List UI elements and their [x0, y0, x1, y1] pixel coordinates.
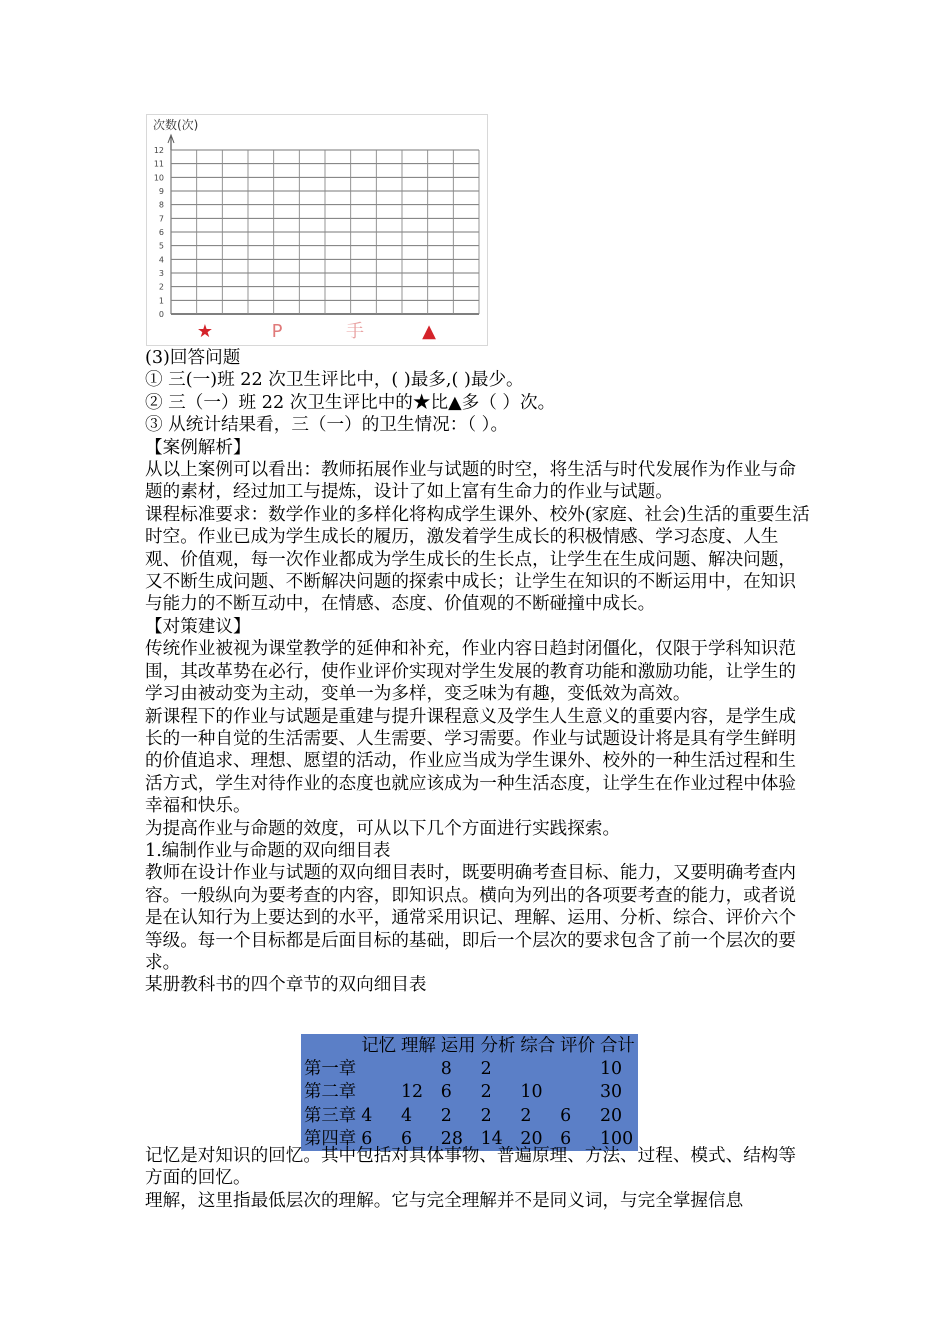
table-cell: 20	[597, 1104, 637, 1127]
category-label: ★	[196, 321, 214, 342]
question-2: ② 三（一）班 22 次卫生评比中的★比▲多（ ）次。	[145, 392, 556, 413]
y-tick-label: 7	[158, 214, 164, 224]
table-header-cell: 合计	[597, 1035, 637, 1058]
after-table-text	[145, 1145, 810, 1212]
table-header-cell: 理解	[398, 1035, 438, 1058]
table-cell: 6	[558, 1104, 598, 1127]
table-cell: 14	[478, 1127, 518, 1150]
table-cell: 6	[558, 1127, 598, 1150]
table-cell: 10	[597, 1058, 637, 1081]
table-cell: 6	[398, 1127, 438, 1150]
table-cell	[359, 1058, 399, 1081]
two-way-spec-table	[301, 1034, 638, 1151]
table-cell: 第三章	[302, 1104, 359, 1127]
table-cell: 4	[359, 1104, 399, 1127]
chart-svg	[147, 115, 487, 345]
table-cell: 2	[438, 1104, 478, 1127]
table-header-cell: 综合	[518, 1035, 558, 1058]
advice-heading: 【对策建议】	[145, 616, 251, 637]
table-cell: 第一章	[302, 1058, 359, 1081]
table-cell	[558, 1058, 598, 1081]
y-tick-label: 8	[158, 200, 164, 210]
table-header-cell: 分析	[478, 1035, 518, 1058]
table-cell	[558, 1081, 598, 1104]
y-tick-label: 11	[153, 159, 164, 169]
y-tick-label: 9	[158, 187, 164, 196]
table-header-row	[302, 1035, 638, 1058]
y-tick-label: 12	[153, 146, 164, 155]
table-caption: 某册教科书的四个章节的双向细目表	[145, 975, 427, 996]
table-cell: 2	[518, 1104, 558, 1127]
category-label: P	[271, 321, 283, 342]
y-tick-label: 2	[158, 282, 164, 292]
table-cell: 6	[438, 1081, 478, 1104]
table-cell	[398, 1058, 438, 1081]
case-paragraph-2: 课程标准要求：数学作业的多样化将构成学生课外、校外(家庭、社会)生活的重要生活时空。作业已成为学生成长的履历，激发着学生成长的积极情感、学习态度、人生观、价值观，每一次作业都成为学生成长的生长点，让学生在生成问题、解决问题，又不断生成问题、不断解决问题的探索中成长；让学生在知识的不断运用中，在知识与能力的不断互动中，在情感、态度、价值观的不断碰撞中成长。	[145, 504, 810, 615]
table-header-cell: 记忆	[359, 1035, 399, 1058]
y-tick-label: 6	[158, 228, 164, 237]
y-tick-label: 0	[158, 310, 164, 319]
table-cell: 28	[438, 1127, 478, 1150]
table-cell: 2	[478, 1058, 518, 1081]
y-tick-label: 3	[158, 269, 164, 278]
after-paragraph-1: 记忆是对知识的回忆。其中包括对具体事物、普遍原理、方法、过程、模式、结构等方面的回忆。	[145, 1146, 796, 1189]
table-cell: 第二章	[302, 1081, 359, 1104]
advice-paragraph-2: 新课程下的作业与试题是重建与提升课程意义及学生人生意义的重要内容，是学生成长的一种自觉的生活需要、人生需要、学习需要。作业与试题设计将是具有学生鲜明的价值追求、理想、愿望的活动，作业应当成为学生课外、校外的一种生活过程和生活方式，学生对待作业的态度也就应该成为一种生活态度，让学生在作业过程中体验幸福和快乐。	[145, 706, 796, 817]
advice-paragraph-3: 为提高作业与命题的效度，可从以下几个方面进行实践探索。	[145, 818, 621, 839]
table-cell: 2	[478, 1104, 518, 1127]
table-header-cell	[302, 1035, 359, 1058]
question-3: ③ 从统计结果看，三（一）的卫生情况：（ ）。	[145, 415, 509, 436]
table-cell: 20	[518, 1127, 558, 1150]
category-label: ▲	[422, 321, 436, 342]
y-tick-label: 10	[153, 173, 164, 183]
y-tick-label: 4	[158, 255, 164, 265]
table-cell: 6	[359, 1127, 399, 1150]
case-heading: 【案例解析】	[145, 437, 251, 458]
table-cell	[359, 1081, 399, 1104]
table-header-cell: 运用	[438, 1035, 478, 1058]
body-text	[145, 347, 810, 997]
table-cell: 30	[597, 1081, 637, 1104]
table-row	[302, 1058, 638, 1081]
table-cell: 8	[438, 1058, 478, 1081]
table-row	[302, 1081, 638, 1104]
table-cell: 12	[398, 1081, 438, 1104]
advice-paragraph-4: 教师在设计作业与试题的双向细目表时，既要明确考查目标、能力，又要明确考查内容。一般纵向为要考查的内容，即知识点。横向为列出的各项要考查的能力，或者说是在认知行为上要达到的水平，通常采用识记、理解、运用、分析、综合、评价六个等级。每一个目标都是后面目标的基础，即后一个层次的要求包含了前一个层次的要求。	[145, 863, 796, 973]
y-tick-label: 5	[158, 241, 164, 251]
advice-subheading-1: 1.编制作业与命题的双向细目表	[145, 840, 391, 861]
table-header-cell: 评价	[558, 1035, 598, 1058]
table-cell	[518, 1058, 558, 1081]
advice-paragraph-1: 传统作业被视为课堂教学的延伸和补充，作业内容日趋封闭僵化，仅限于学科知识范围，其改革势在必行，使作业评价实现对学生发展的教育功能和激励功能，让学生的学习由被动变为主动，变单一为多样，变乏味为有趣，变低效为高效。	[145, 639, 796, 705]
after-paragraph-2: 理解，这里指最低层次的理解。它与完全理解并不是同义词，与完全掌握信息	[145, 1190, 744, 1211]
table-cell: 10	[518, 1081, 558, 1104]
question-heading: (3)回答问题	[145, 348, 241, 368]
case-paragraph-1: 从以上案例可以看出：教师拓展作业与试题的时空，将生活与时代发展作为作业与命题的素材，经过加工与提炼，设计了如上富有生命力的作业与试题。	[145, 460, 796, 503]
y-tick-label: 1	[158, 296, 164, 306]
table-cell: 2	[478, 1081, 518, 1104]
category-label: 手	[346, 321, 364, 342]
question-1: ① 三(一)班 22 次卫生评比中，( )最多,( )最少。	[145, 370, 524, 391]
table-row	[302, 1104, 638, 1127]
table-cell: 4	[398, 1104, 438, 1127]
bar-chart-figure	[146, 114, 488, 346]
table-cell: 第四章	[302, 1127, 359, 1150]
table-cell: 100	[597, 1127, 637, 1150]
y-axis-label: 次数(次)	[153, 118, 199, 132]
